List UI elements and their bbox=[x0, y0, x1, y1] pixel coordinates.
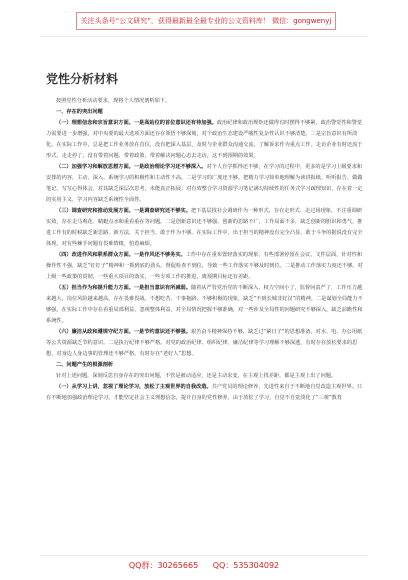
item-bold: 一是政治理论学习还不够深入。 bbox=[133, 164, 207, 170]
item-text: 把下基层找社会调研作为一种形式，存在走形式、走过场现象，不注重调研实效，存在走马观花、蜻蜓点水和重看重在等问题。二是创新意识还不够强。创新的思路不广，工作局面不多，缺乏创新的胆识和勇气，推进工作有的时候缺乏新思路、新方法，关于担当、敢于作为不够。在实际工作中，出于担当的精神没有完全凸显，敢于斗争的据说没有完全体现，对有些棘手问题有畏难情绪，怕惹麻烦。 bbox=[46, 208, 363, 247]
item-lead: （四）改进作风和联系群众方面。 bbox=[56, 252, 134, 258]
item-paragraph bbox=[46, 118, 366, 162]
item-bold: 一是担当意识有所减弱。 bbox=[133, 285, 191, 291]
footer bbox=[0, 560, 408, 574]
item-lead: （五）担当作为和提升能力方面。 bbox=[56, 285, 134, 291]
item-lead: （六）廉洁从政和遵规守纪方面。 bbox=[56, 329, 134, 335]
item-lead: （一）理想信念和宗旨意识方面。 bbox=[56, 120, 134, 126]
section2-intro: 针对上述问题，深刻反思自身存在的突出问题，不管是被动适应，还是主动求变，在主观上找差距，都是主观上出了问题。 bbox=[56, 373, 337, 379]
cause-text: 共产党员的理论修养，先进性来自于不断地自觉改造主观世界。只有不断地加强政治理论学习，才能坚定社会主义理想信念，提升自身的党性修养，由于放松了学习，自觉不自觉淡化了“三观”教育 bbox=[46, 384, 363, 401]
footer-divider bbox=[40, 555, 368, 556]
item-text: 对个人自学抓得还不够，在学习的过程中，更多的是学习上级要求和安排的内容，主动、深入、系统学习的积极性和主动性不高。二是学习的广度还不够。把精力学习简单地理解为读讲报纸、听听报告、做做笔记、写写心得体会，对其缺乏深层次思考，未能真正拓展；对有效整合学习资源学习笔记满勾持续性的任务式学习疏理知识，存在着一定的实用主义，学习内容缺乏系统性全面性。 bbox=[46, 164, 363, 203]
document-body bbox=[46, 96, 366, 536]
item-lead: （二）加强学习和解放思想方面。 bbox=[56, 164, 134, 170]
item-text: 工作中存在重布置轻落实的现象，有些部署停留在会议、文件层面，针对性和操作性不强，缺乏“钉钉子”精神和一抓到底的劲头。督促检查不到位，导致一些工作落实不够及时到位。二是推动工作落实力度还不够。对上级一些政策的贯彻，一些重大项目的落实，一些专项工作的推进，离预期目标还有差距。 bbox=[46, 252, 363, 280]
item-paragraph bbox=[46, 162, 366, 206]
page-title: 党性分析材料 bbox=[46, 72, 119, 86]
intro-paragraph: 按照党性分析活动要求，现将个人情况剖析如下。 bbox=[56, 98, 171, 104]
item-text: 政治纪律和政治规矩还做得有时摆得不够紧，政治警觉性和警觉力需要进一步增强，对中央要的最大选项方面还存在领悟不够深刻，对个政治生态建设严峻性复杂性认识不够清楚。二是宗旨意识有所淡化。在实际工作中，总是把工作业务放在首位，没有把深入基层，及时与企业群众沟通交流，了解诉求作为重点工作。走访企业有时还流于形式，走走停了，没有带着问题、带着政策、带着解决问题心态去走访，这不到预期的效果。 bbox=[46, 120, 363, 159]
promo-banner[interactable]: 关注头条号“公文研究”，获得最新最全最专业的公文资料库！ 微信：gongwenyj bbox=[76, 12, 336, 30]
header-divider bbox=[40, 36, 368, 37]
item-text: 艰苦奋斗精神保持不够，缺乏过“紧日子”的思想准备，对水、电、办公用纸等公共资源缺乏节约意识。二是执行纪律不够严格。对党的政治纪律、组织纪律、廉洁纪律等学习理解不够深透，有时存在放松要求的思想，对身边人身边事的管理还不够严格，有时存在“老好人”思想。 bbox=[46, 329, 363, 357]
item-bold: 一是节约意识还不够强。 bbox=[133, 329, 191, 335]
item-bold: 一是高站位的首位意识还有待加强。 bbox=[133, 120, 217, 126]
section-heading: 二、问题产生的根源剖析 bbox=[56, 362, 114, 368]
item-bold: 一是作风还不够务实。 bbox=[133, 252, 186, 258]
item-text: 随着从严管党治党的不断深入，权力空间小了，监督问责严了，工作压力越来越大，岗位风险越来越高，存在畏难畏战、不想吃苦、干事拖跻、不够积极的现象，缺乏“不到长城非好汉”的精神。二是谋划全局能力不够强。在实际工作中存在看重局部利益，忽视整体利益，对全局情况把握不够准确，对一些涉及全局性的问题研究不够深入，缺乏前瞻性和系统性。 bbox=[46, 285, 363, 324]
cause-lead: （一）从学习上讲，忽视了理论学习，放松了主观世界的自我改造。 bbox=[56, 384, 212, 390]
cause-paragraph bbox=[46, 382, 366, 404]
item-bold: 一是调查研究还不够实。 bbox=[133, 208, 191, 214]
qq-text: QQ：535304092 bbox=[212, 561, 280, 570]
item-lead: （三）调查研究和推动发展方面。 bbox=[56, 208, 134, 214]
item-paragraph bbox=[46, 283, 366, 327]
item-paragraph bbox=[46, 327, 366, 360]
item-paragraph bbox=[46, 206, 366, 250]
item-paragraph bbox=[46, 250, 366, 283]
qq-group-text: QQ群：30265665 bbox=[128, 561, 199, 570]
section-heading: 一、存在的突出问题 bbox=[56, 109, 103, 115]
